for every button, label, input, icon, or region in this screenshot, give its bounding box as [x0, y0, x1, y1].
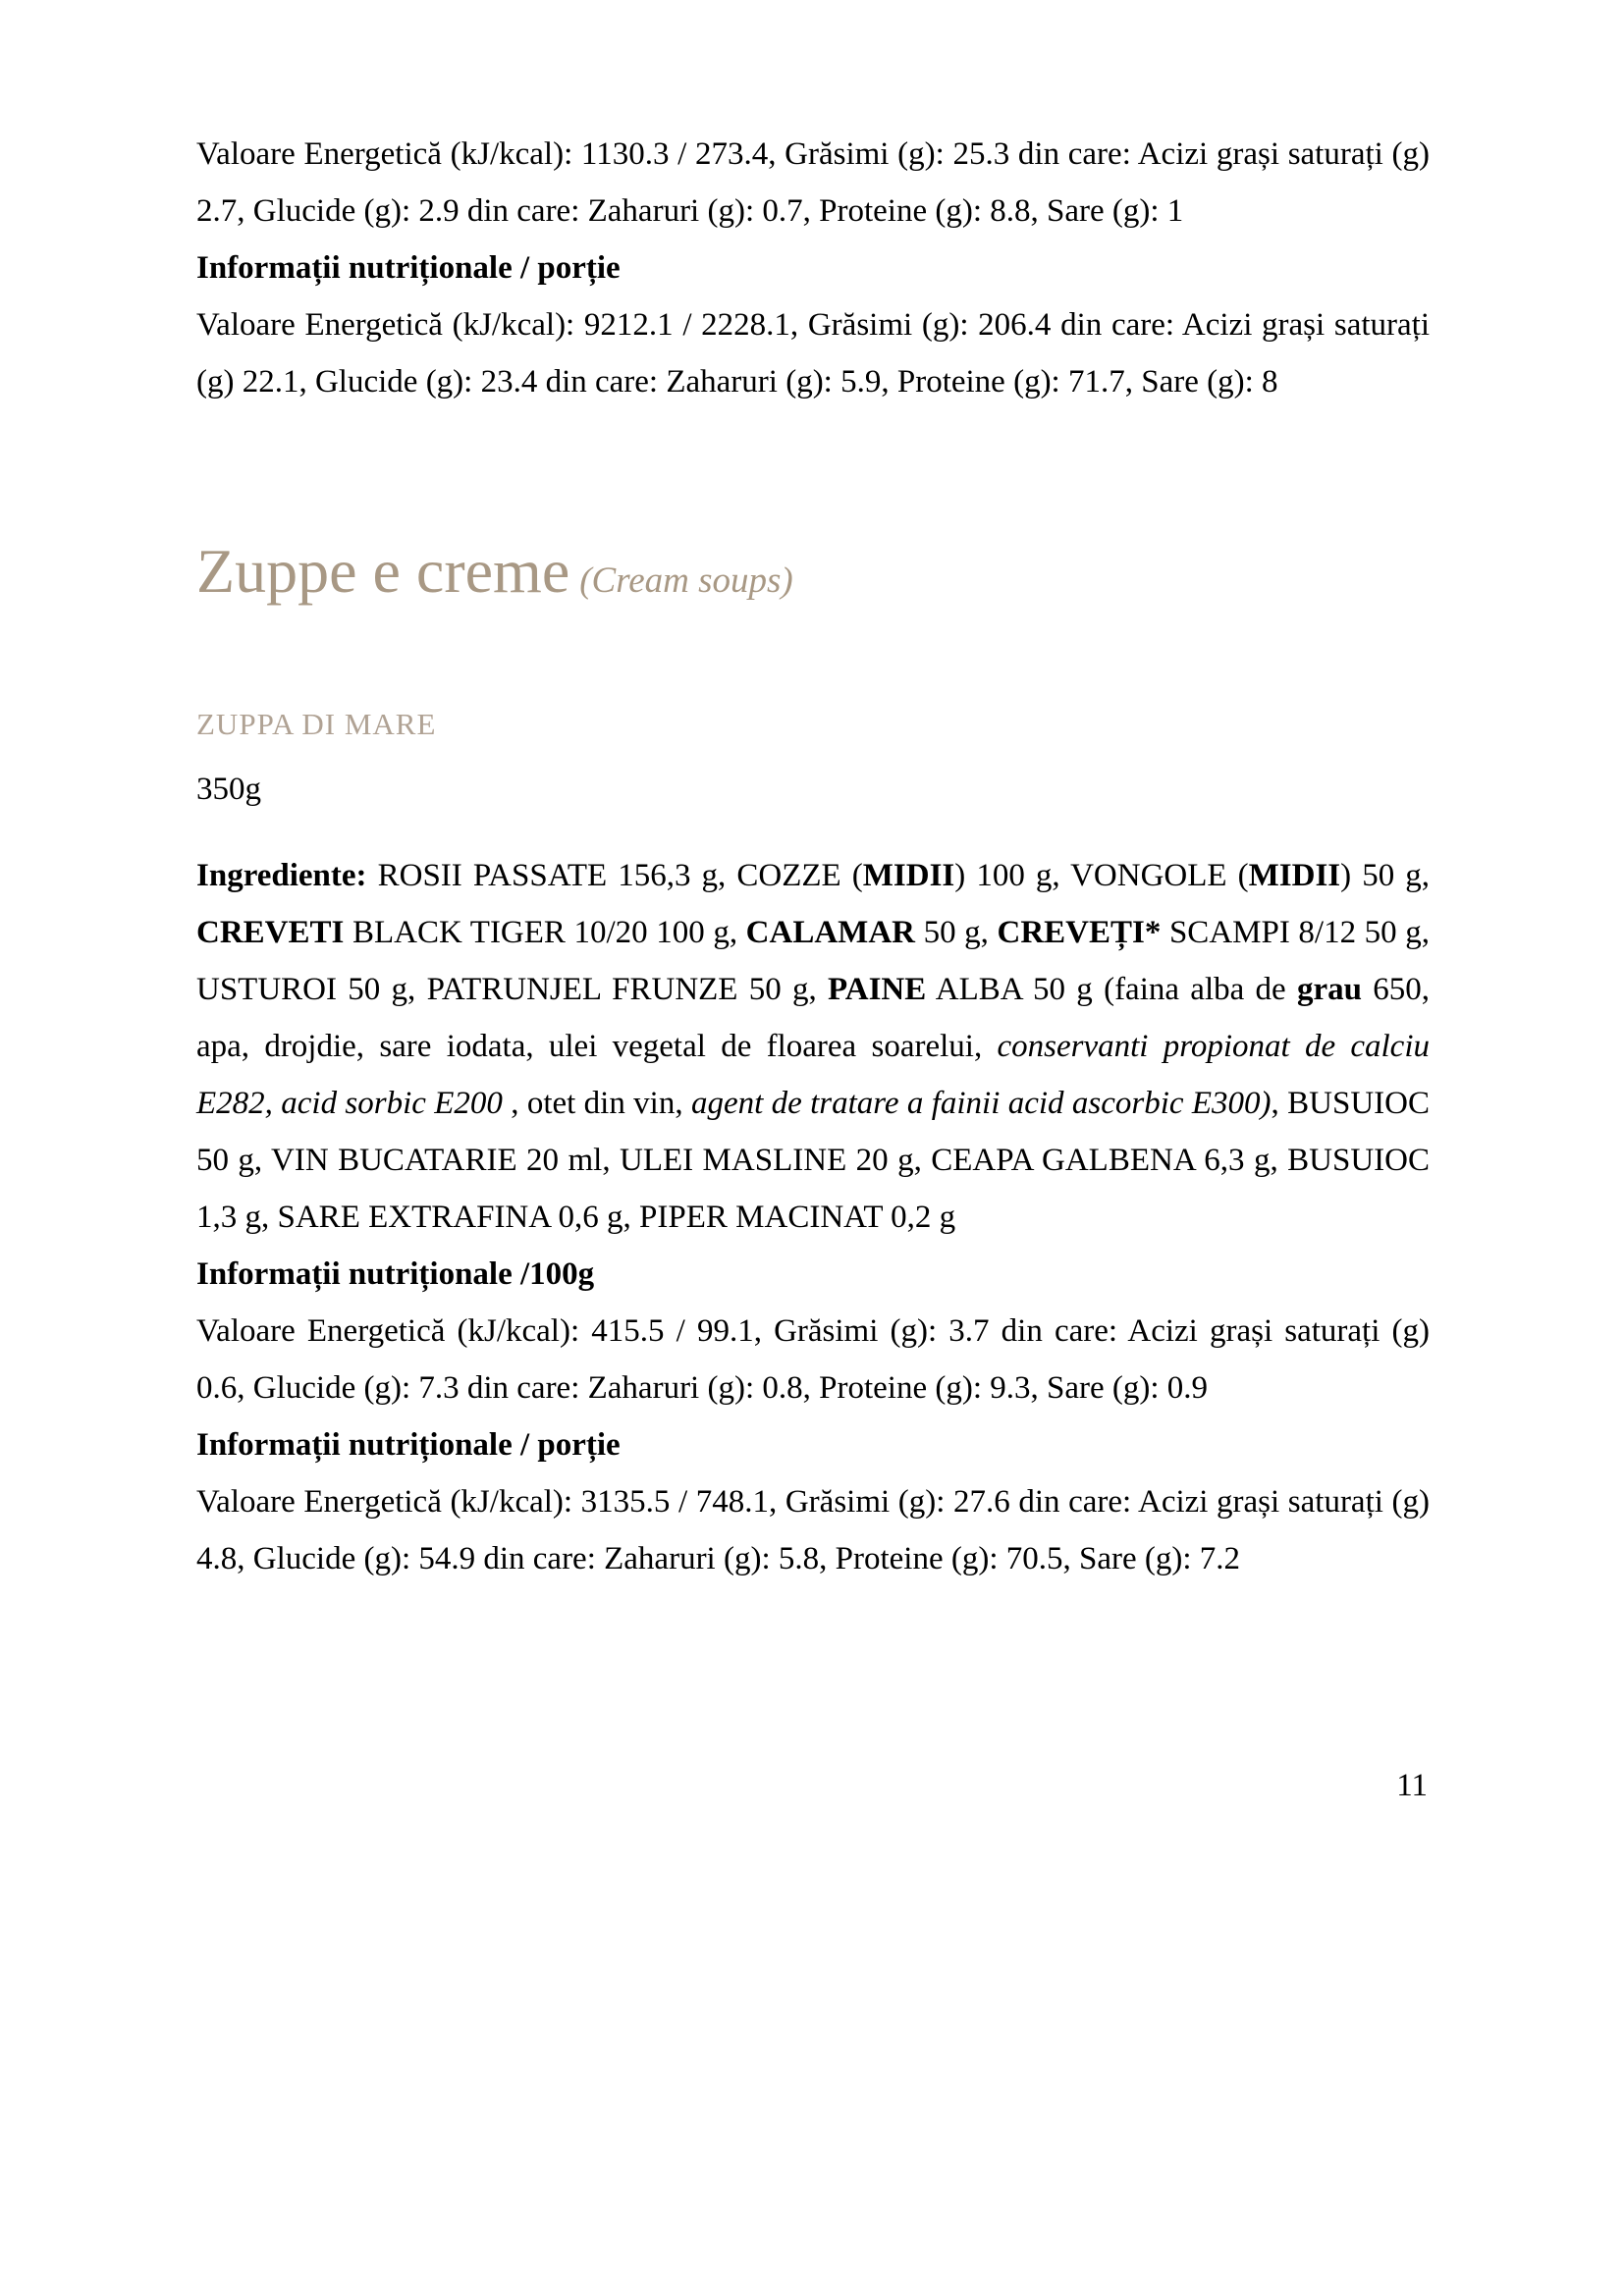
- text-run: MIDII: [862, 858, 955, 893]
- nutrition-portie-heading: Informații nutriționale / porție: [196, 1427, 621, 1463]
- text-run: Ingrediente:: [196, 858, 367, 893]
- nutrition-portie-values: Valoare Energetică (kJ/kcal): 3135.5 / 748.1, Grăsimi (g): 27.6 din care: Acizi grași saturați (g) 4.8, Glucide (g): 54.9 din care: Zaharuri (g): 5.8, Proteine (g): 70.5, Sare (g): 7.2: [196, 1484, 1430, 1576]
- prev-dish-nutrition-portie-values: Valoare Energetică (kJ/kcal): 9212.1 / 2228.1, Grăsimi (g): 206.4 din care: Acizi grași saturați (g) 22.1, Glucide (g): 23.4 din care: Zaharuri (g): 5.9, Proteine (g): 71.7, Sare (g): 8: [196, 307, 1430, 400]
- text-run: PAINE: [828, 972, 927, 1007]
- text-run: ) 100 g, VONGOLE (: [954, 858, 1249, 893]
- nutrition-100g-values: Valoare Energetică (kJ/kcal): 415.5 / 99.1, Grăsimi (g): 3.7 din care: Acizi grași saturați (g) 0.6, Glucide (g): 7.3 din care: Zaharuri (g): 0.8, Proteine (g): 9.3, Sare (g): 0.9: [196, 1313, 1430, 1406]
- prev-dish-nutrition-100g-values: Valoare Energetică (kJ/kcal): 1130.3 / 273.4, Grăsimi (g): 25.3 din care: Acizi grași saturați (g) 2.7, Glucide (g): 2.9 din care: Zaharuri (g): 0.7, Proteine (g): 8.8, Sare (g): 1: [196, 136, 1430, 229]
- text-run: CREVEȚI*: [997, 915, 1162, 950]
- text-run: ) 50 g,: [1340, 858, 1430, 893]
- text-run: MIDII: [1248, 858, 1341, 893]
- ingredients-paragraph: [196, 847, 1430, 1246]
- text-run: 650, apa, drojdie, sare iodata, ulei vegetal de floarea soarelui,: [196, 972, 1430, 1064]
- text-run: SCAMPI 8/12 50 g, USTUROI 50 g, PATRUNJEL FRUNZE 50 g,: [196, 915, 1430, 1007]
- text-run: , otet din vin,: [502, 1086, 691, 1121]
- text-run: 50 g,: [915, 915, 998, 950]
- page-content: [196, 126, 1430, 1587]
- text-run: conservanti propionat de calciu E282, acid sorbic E200: [196, 1029, 1430, 1121]
- prev-dish-nutrition-portie-heading: Informații nutriționale / porție: [196, 250, 621, 286]
- section-title: [196, 533, 1430, 619]
- text-run: BLACK TIGER 10/20 100 g,: [344, 915, 746, 950]
- dish-weight: 350g: [196, 772, 261, 807]
- text-run: ALBA 50 g (faina alba de: [926, 972, 1297, 1007]
- nutrition-100g-heading: Informații nutriționale /100g: [196, 1256, 595, 1292]
- dish-name: ZUPPA DI MARE: [196, 707, 437, 741]
- section-title-translation: (Cream soups): [579, 561, 793, 601]
- section-title-text: Zuppe e creme: [196, 536, 570, 606]
- page-number: 11: [1396, 1768, 1428, 1803]
- text-run: ROSII PASSATE 156,3 g, COZZE (: [366, 858, 863, 893]
- text-run: agent de tratare a fainii acid ascorbic E300): [690, 1086, 1272, 1121]
- text-run: , BUSUIOC 50 g, VIN BUCATARIE 20 ml, ULEI MASLINE 20 g, CEAPA GALBENA 6,3 g, BUSUIOC 1,3 g, SARE EXTRAFINA 0,6 g, PIPER MACINAT 0,2 g: [196, 1086, 1430, 1235]
- text-run: CALAMAR: [745, 915, 915, 950]
- text-run: CREVETI: [196, 915, 345, 950]
- text-run: grau: [1296, 972, 1362, 1007]
